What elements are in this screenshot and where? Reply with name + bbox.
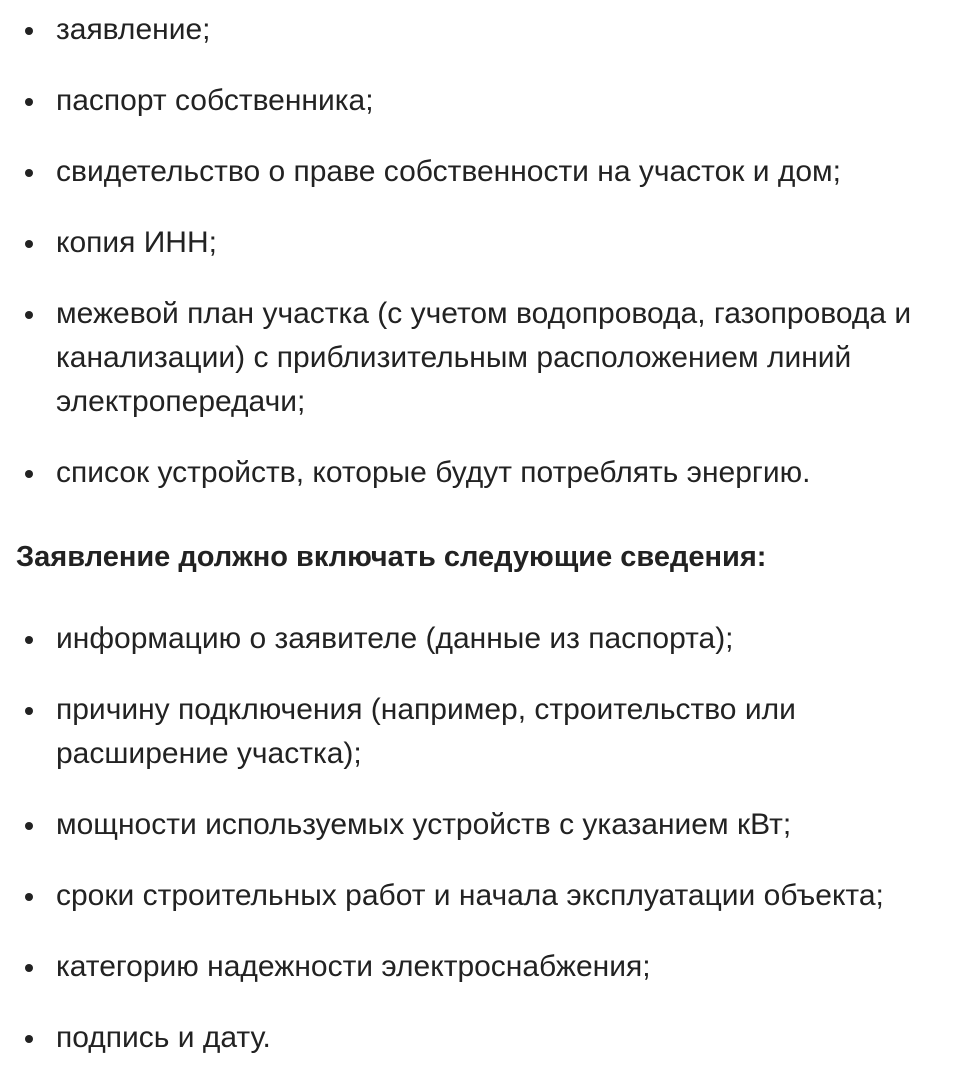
- bullet-icon: [25, 636, 33, 644]
- list-item: [0, 688, 974, 776]
- list-item: [0, 150, 974, 194]
- bullet-icon: [25, 964, 33, 972]
- bullet-icon: [25, 470, 33, 478]
- list-item-text: причину подключения (например, строительство или расширение участка);: [56, 693, 796, 770]
- list-item: [0, 1016, 974, 1060]
- list-item-text: мощности используемых устройств с указанием кВт;: [56, 808, 792, 841]
- bullet-icon: [25, 27, 33, 35]
- list-item: [0, 803, 974, 847]
- section-heading: Заявление должно включать следующие сведения:: [16, 541, 767, 573]
- list-item: [0, 221, 974, 265]
- list-item-text: подпись и дату.: [56, 1021, 271, 1054]
- bullet-icon: [25, 822, 33, 830]
- bullet-icon: [25, 311, 33, 319]
- list-item: [0, 874, 974, 918]
- list-item: [0, 451, 974, 495]
- application-details-list: [0, 617, 974, 1087]
- list-item-text: копия ИНН;: [56, 226, 217, 259]
- list-item: [0, 79, 974, 123]
- bullet-icon: [25, 707, 33, 715]
- bullet-icon: [25, 98, 33, 106]
- documents-list: [0, 8, 974, 522]
- list-item-text: паспорт собственника;: [56, 84, 374, 117]
- bullet-icon: [25, 169, 33, 177]
- bullet-icon: [25, 240, 33, 248]
- list-item-text: заявление;: [56, 13, 211, 46]
- list-item-text: межевой план участка (с учетом водопровода, газопровода и канализации) с приблизительным расположением линий электропередачи;: [56, 297, 912, 418]
- bullet-icon: [25, 1035, 33, 1043]
- bullet-icon: [25, 893, 33, 901]
- list-item-text: категорию надежности электроснабжения;: [56, 950, 651, 983]
- list-item-text: информацию о заявителе (данные из паспорта);: [56, 622, 734, 655]
- list-item: [0, 292, 974, 424]
- list-item: [0, 8, 974, 52]
- list-item-text: свидетельство о праве собственности на участок и дом;: [56, 155, 841, 188]
- list-item: [0, 617, 974, 661]
- list-item-text: список устройств, которые будут потреблять энергию.: [56, 456, 811, 489]
- list-item-text: сроки строительных работ и начала эксплуатации объекта;: [56, 879, 884, 912]
- list-item: [0, 945, 974, 989]
